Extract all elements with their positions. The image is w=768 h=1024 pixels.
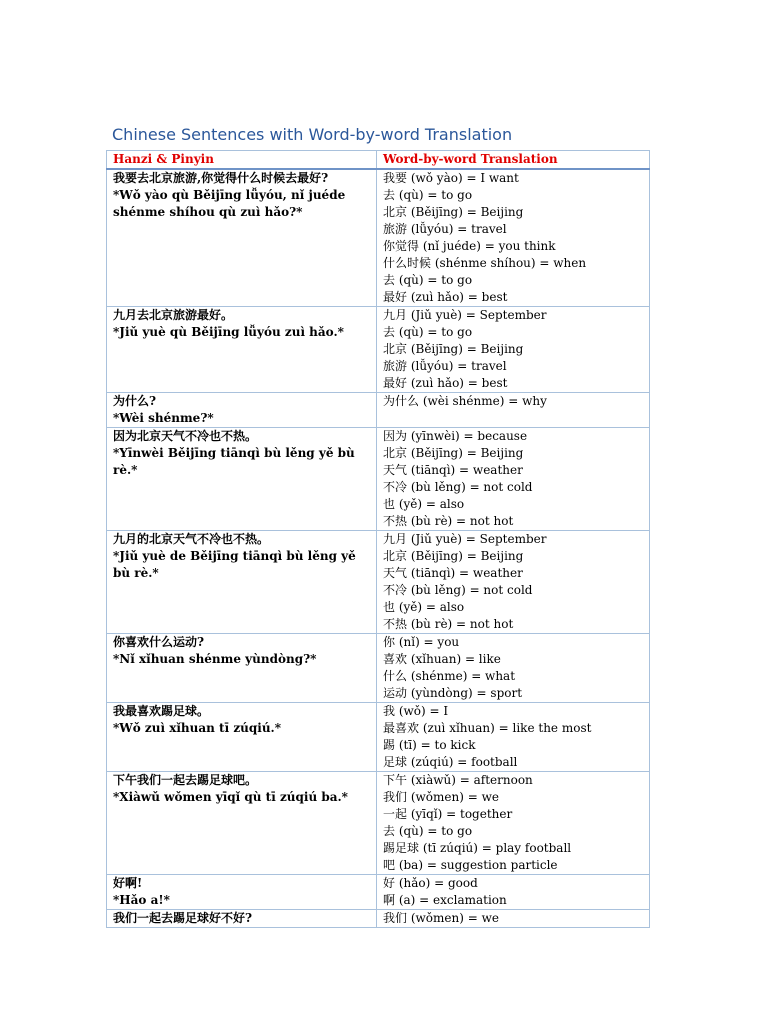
word-gloss: 九月 (Jiǔ yuè) = September xyxy=(383,532,547,546)
hanzi-sentence: 因为北京天气不冷也不热。 xyxy=(113,429,258,443)
word-gloss: 踢 (tī) = to kick xyxy=(383,738,476,752)
word-gloss: 因为 (yīnwèi) = because xyxy=(383,429,528,443)
word-gloss: 喜欢 (xǐhuan) = like xyxy=(383,652,501,666)
hanzi-sentence: 我们一起去踢足球好不好? xyxy=(113,911,253,925)
word-gloss: 旅游 (lǚyóu) = travel xyxy=(383,222,507,236)
sentence-cell xyxy=(107,875,377,910)
sentence-cell xyxy=(107,634,377,703)
word-gloss: 北京 (Běijīng) = Beijing xyxy=(383,205,524,219)
word-translation-cell xyxy=(377,531,650,634)
word-gloss: 好 (hǎo) = good xyxy=(383,876,478,890)
hanzi-sentence: 我要去北京旅游,你觉得什么时候去最好? xyxy=(113,171,329,185)
word-gloss: 我们 (wǒmen) = we xyxy=(383,911,499,925)
table-row xyxy=(107,772,650,875)
table-row xyxy=(107,307,650,393)
table-row xyxy=(107,910,650,928)
word-gloss: 北京 (Běijīng) = Beijing xyxy=(383,342,524,356)
word-gloss: 北京 (Běijīng) = Beijing xyxy=(383,549,524,563)
word-gloss: 不冷 (bù lěng) = not cold xyxy=(383,480,533,494)
word-gloss: 什么时候 (shénme shíhou) = when xyxy=(383,256,587,270)
header-word-translation: Word-by-word Translation xyxy=(377,151,650,170)
word-gloss: 踢足球 (tī zúqiú) = play football xyxy=(383,841,572,855)
header-row xyxy=(107,151,650,170)
table-row xyxy=(107,875,650,910)
word-gloss: 我要 (wǒ yào) = I want xyxy=(383,171,519,185)
word-gloss: 为什么 (wèi shénme) = why xyxy=(383,394,547,408)
word-translation-cell xyxy=(377,169,650,307)
table-row xyxy=(107,703,650,772)
sentence-cell xyxy=(107,910,377,928)
word-translation-cell xyxy=(377,393,650,428)
table-row xyxy=(107,531,650,634)
word-translation-cell xyxy=(377,634,650,703)
table-row xyxy=(107,634,650,703)
table-body xyxy=(107,169,650,928)
table-header xyxy=(107,151,650,170)
hanzi-sentence: 九月的北京天气不冷也不热。 xyxy=(113,532,270,546)
word-gloss: 也 (yě) = also xyxy=(383,497,465,511)
word-translation-cell xyxy=(377,772,650,875)
word-gloss: 九月 (Jiǔ yuè) = September xyxy=(383,308,547,322)
pinyin-sentence: *Wǒ zuì xǐhuan tī zúqiú.* xyxy=(113,721,281,735)
hanzi-sentence: 你喜欢什么运动? xyxy=(113,635,205,649)
word-gloss: 最喜欢 (zuì xǐhuan) = like the most xyxy=(383,721,592,735)
word-gloss: 什么 (shénme) = what xyxy=(383,669,516,683)
word-gloss: 旅游 (lǚyóu) = travel xyxy=(383,359,507,373)
pinyin-sentence: *Wǒ yào qù Běijīng lǚyóu, nǐ juéde shénme shíhou qù zuì hǎo?* xyxy=(113,188,346,219)
word-translation-cell xyxy=(377,428,650,531)
sentence-cell xyxy=(107,169,377,307)
word-gloss: 一起 (yīqǐ) = together xyxy=(383,807,513,821)
translation-table xyxy=(106,150,650,928)
pinyin-sentence: *Hǎo a!* xyxy=(113,893,170,907)
sentence-cell xyxy=(107,703,377,772)
word-gloss: 不热 (bù rè) = not hot xyxy=(383,514,514,528)
sentence-cell xyxy=(107,772,377,875)
word-gloss: 北京 (Běijīng) = Beijing xyxy=(383,446,524,460)
pinyin-sentence: *Nǐ xǐhuan shénme yùndòng?* xyxy=(113,652,317,666)
header-hanzi-pinyin: Hanzi & Pinyin xyxy=(107,151,377,170)
word-gloss: 去 (qù) = to go xyxy=(383,273,473,287)
pinyin-sentence: *Yīnwèi Běijīng tiānqì bù lěng yě bù rè.* xyxy=(113,446,355,477)
word-translation-cell xyxy=(377,307,650,393)
table-row xyxy=(107,428,650,531)
word-gloss: 你 (nǐ) = you xyxy=(383,635,460,649)
word-gloss: 天气 (tiānqì) = weather xyxy=(383,566,523,580)
word-translation-cell xyxy=(377,703,650,772)
word-gloss: 最好 (zuì hǎo) = best xyxy=(383,290,508,304)
pinyin-sentence: *Jiǔ yuè qù Běijīng lǚyóu zuì hǎo.* xyxy=(113,325,344,339)
word-gloss: 下午 (xiàwǔ) = afternoon xyxy=(383,773,533,787)
word-gloss: 吧 (ba) = suggestion particle xyxy=(383,858,558,872)
word-gloss: 去 (qù) = to go xyxy=(383,325,473,339)
hanzi-sentence: 下午我们一起去踢足球吧。 xyxy=(113,773,258,787)
hanzi-sentence: 为什么? xyxy=(113,394,157,408)
pinyin-sentence: *Wèi shénme?* xyxy=(113,411,214,425)
word-gloss: 我们 (wǒmen) = we xyxy=(383,790,499,804)
word-gloss: 最好 (zuì hǎo) = best xyxy=(383,376,508,390)
document-title: Chinese Sentences with Word-by-word Translation xyxy=(112,125,513,144)
word-gloss: 我 (wǒ) = I xyxy=(383,704,449,718)
sentence-cell xyxy=(107,428,377,531)
word-gloss: 足球 (zúqiú) = football xyxy=(383,755,518,769)
word-gloss: 运动 (yùndòng) = sport xyxy=(383,686,523,700)
sentence-cell xyxy=(107,393,377,428)
sentence-cell xyxy=(107,307,377,393)
pinyin-sentence: *Xiàwǔ wǒmen yīqǐ qù tī zúqiú ba.* xyxy=(113,790,348,804)
word-gloss: 不冷 (bù lěng) = not cold xyxy=(383,583,533,597)
word-gloss: 不热 (bù rè) = not hot xyxy=(383,617,514,631)
pinyin-sentence: *Jiǔ yuè de Běijīng tiānqì bù lěng yě bù rè.* xyxy=(113,549,356,580)
word-translation-cell xyxy=(377,875,650,910)
sentence-cell xyxy=(107,531,377,634)
table-row xyxy=(107,169,650,307)
hanzi-sentence: 九月去北京旅游最好。 xyxy=(113,308,234,322)
hanzi-sentence: 我最喜欢踢足球。 xyxy=(113,704,210,718)
word-gloss: 天气 (tiānqì) = weather xyxy=(383,463,523,477)
word-gloss: 去 (qù) = to go xyxy=(383,188,473,202)
word-translation-cell xyxy=(377,910,650,928)
word-gloss: 你觉得 (nǐ juéde) = you think xyxy=(383,239,556,253)
word-gloss: 也 (yě) = also xyxy=(383,600,465,614)
table-row xyxy=(107,393,650,428)
word-gloss: 去 (qù) = to go xyxy=(383,824,473,838)
word-gloss: 啊 (a) = exclamation xyxy=(383,893,507,907)
hanzi-sentence: 好啊! xyxy=(113,876,143,890)
